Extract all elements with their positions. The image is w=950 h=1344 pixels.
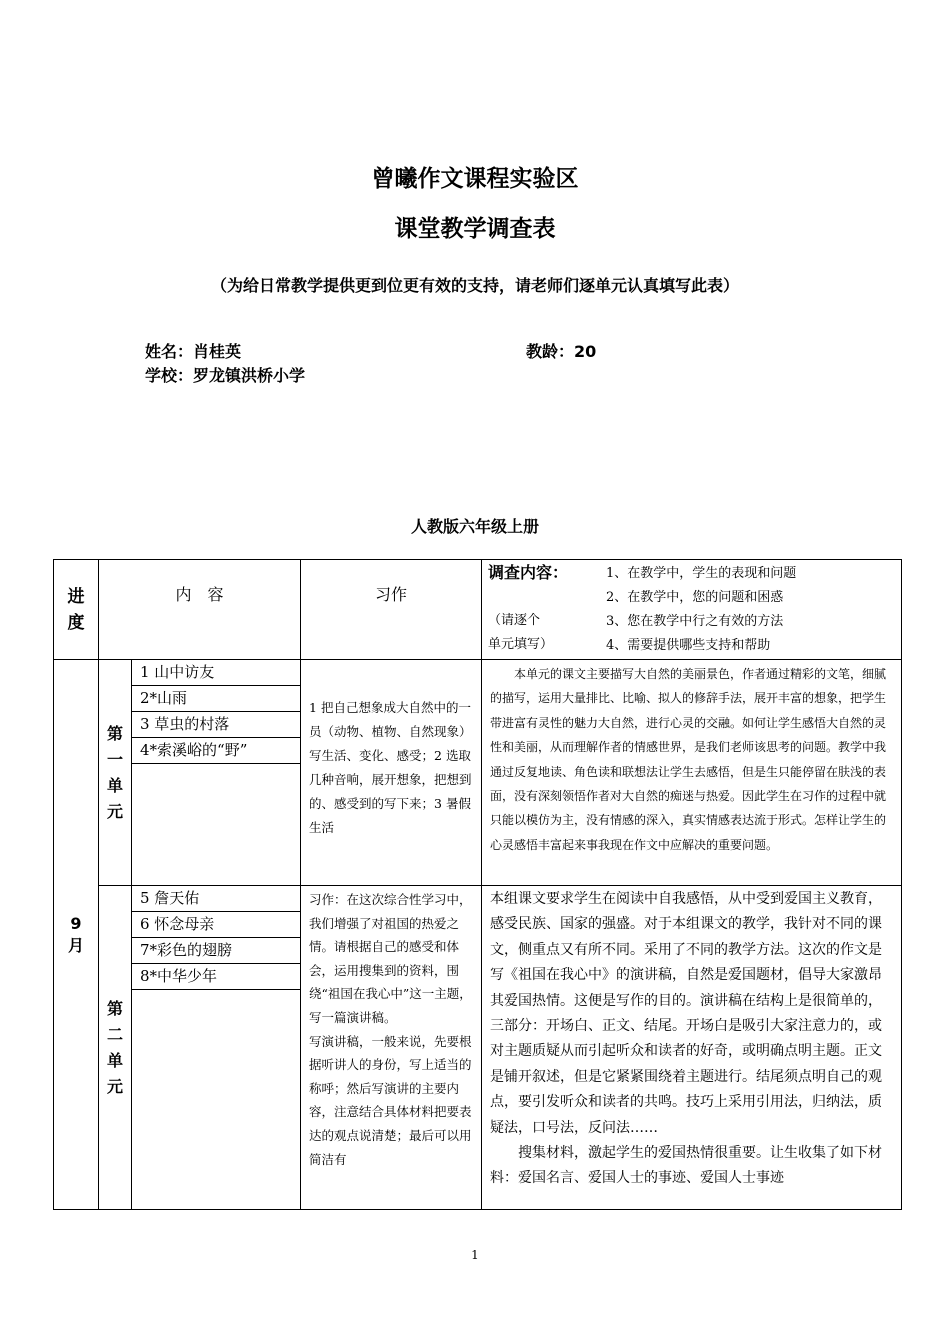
unit-2-writing (301, 886, 482, 1210)
lesson-item: 6 怀念母亲 (132, 912, 301, 938)
survey-label: 调查内容： (488, 563, 569, 582)
instruction-note: （为给日常教学提供更到位更有效的支持，请老师们逐单元认真填写此表） (210, 276, 739, 295)
document-subtitle: 课堂教学调查表 (394, 215, 556, 242)
survey-sub1: （请逐个 (488, 613, 541, 628)
document-title: 曾曦作文课程实验区 (371, 165, 579, 192)
survey-item: 3、您在教学中行之有效的方法 (606, 614, 784, 629)
survey-item: 4、需要提供哪些支持和帮助 (606, 638, 771, 653)
teacher-name: 姓名：肖桂英 (145, 342, 242, 361)
survey-sub2: 单元填写） (488, 637, 554, 652)
lesson-item: 7*彩色的翅膀 (132, 938, 301, 964)
header-survey (482, 560, 902, 660)
lesson-item: 8*中华少年 (132, 964, 301, 990)
header-writing: 习作 (301, 560, 482, 660)
lesson-item: 3 草虫的村落 (132, 712, 301, 738)
unit-2-reflection-p1: 本组课文要求学生在阅读中自我感悟，从中受到爱国主义教育，感受民族、国家的强盛。对于本组课文的教学，我针对不同的课文，侧重点又有所不同。采用了不同的教学方法。这次的作文是写《祖国在我心中》的演讲稿，自然是爱国题材，倡导大家激昂其爱国热情。这便是写作的目的。演讲稿在结构上是很简单的，三部分：开场白、正文、结尾。开场白是吸引大家注意力的，或对主题质疑从而引起听众和读者的好奇，或明确点明主题。正文是铺开叙述，但是它紧紧围绕着主题进行。结尾须点明自己的观点，要引发听众和读者的共鸣。技巧上采用引用法，归纳法，质疑法，口号法，反问法…… (490, 891, 883, 1136)
unit-2-reflection-p2: 搜集材料，激起学生的爱国热情很重要。让生收集了如下材料：爱国名言、爱国人士的事迹、爱国人士事迹 (490, 1145, 883, 1187)
unit-1-cell (99, 660, 132, 886)
header-content: 内 容 (99, 560, 301, 660)
header-progress (54, 560, 99, 660)
unit-1-writing: 1 把自己想象成大自然中的一员（动物、植物、自然现象）写生活、变化、感受；2 选取几种音响，展开想象，把想到的、感受到的写下来；3 暑假生活 (301, 660, 482, 886)
unit-2-reflection (482, 886, 902, 1210)
month-label: 9月 (67, 913, 84, 955)
lesson-item: 5 詹天佑 (132, 886, 301, 912)
lesson-item: 4*索溪峪的“野” (132, 738, 301, 764)
survey-items (606, 562, 796, 658)
month-cell (54, 660, 99, 1210)
lesson-empty (132, 990, 301, 1210)
unit-2-writing-p1: 习作：在这次综合性学习中，我们增强了对祖国的热爱之情。请根据自己的感受和体会，运用搜集到的资料，围绕“祖国在我心中”这一主题，写一篇演讲稿。 (309, 892, 472, 1025)
page-number: 1 (471, 1248, 479, 1262)
teacher-age: 教龄：20 (526, 342, 597, 361)
lesson-item: 2*山雨 (132, 686, 301, 712)
unit-1-reflection: 本单元的课文主要描写大自然的美丽景色，作者通过精彩的文笔，细腻的描写，运用大量排比、比喻、拟人的修辞手法，展开丰富的想象，把学生带进富有灵性的魅力大自然，进行心灵的交融。如何让学生感悟大自然的灵性和美丽，从而理解作者的情感世界，是我们老师该思考的问题。教学中我通过反复地读、角色读和联想法让学生去感悟，但是生只能停留在肤浅的表面，没有深刻领悟作者对大自然的痴迷与热爱。因此学生在习作的过程中就只能以模仿为主，没有情感的深入，真实情感表达流于形式。怎样让学生的心灵感悟丰富起来事我现在作文中应解决的重要问题。 (482, 660, 902, 886)
teacher-school: 学校：罗龙镇洪桥小学 (145, 366, 306, 385)
survey-item: 1、在教学中，学生的表现和问题 (606, 566, 797, 581)
unit-1-label: 第一单元 (106, 723, 123, 821)
lesson-empty (132, 764, 301, 886)
survey-item: 2、在教学中，您的问题和困惑 (606, 590, 784, 605)
unit-2-writing-p2: 写演讲稿，一般来说，先要根据听讲人的身份，写上适当的称呼；然后写演讲的主要内容，注意结合具体材料把要表达的观点说清楚；最后可以用简洁有 (309, 1033, 472, 1167)
lesson-item: 1 山中访友 (132, 660, 301, 686)
textbook-label: 人教版六年级上册 (410, 517, 539, 536)
unit-2-cell (99, 886, 132, 1210)
header-progress-label: 进度 (67, 586, 85, 633)
survey-table (53, 559, 902, 1210)
unit-2-label: 第二单元 (106, 998, 123, 1096)
